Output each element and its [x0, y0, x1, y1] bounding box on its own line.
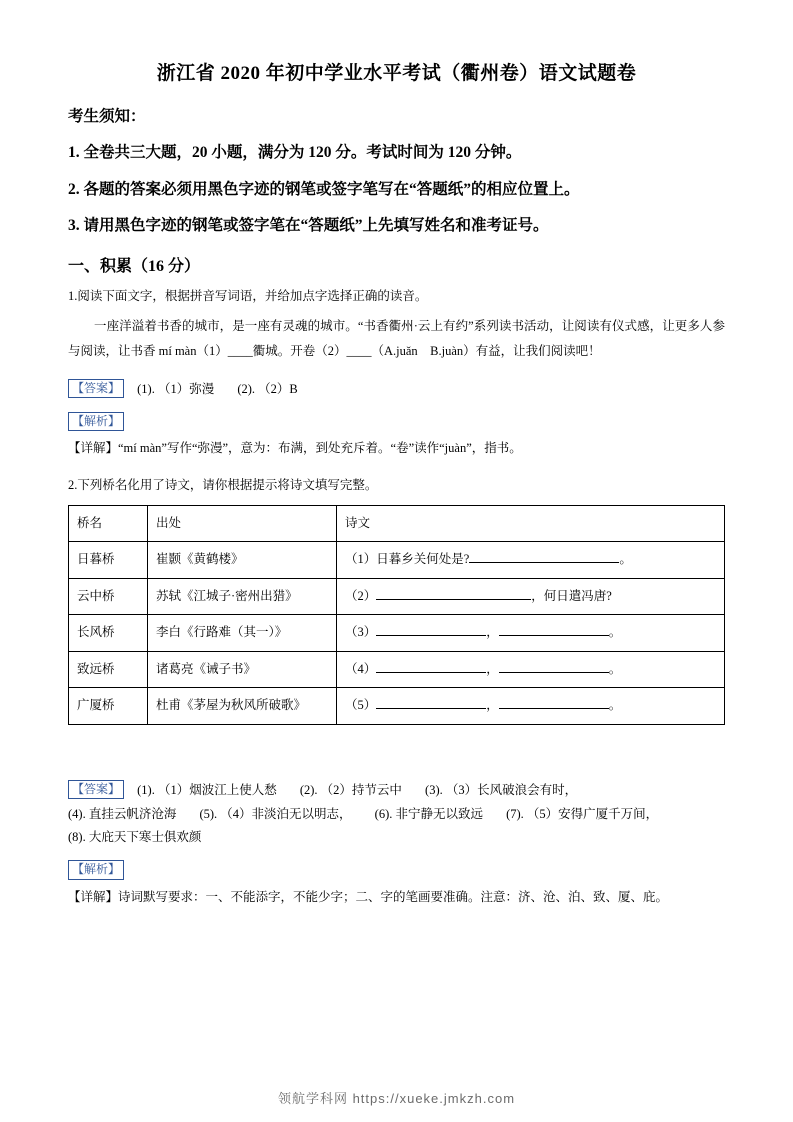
poem-table [68, 505, 725, 725]
answer-body [137, 382, 318, 396]
table-row [69, 615, 725, 652]
answer-item: (7). （5）安得广厦千万间， [506, 806, 659, 821]
question-2-answer [68, 779, 725, 850]
bridge-name: 云中桥 [69, 578, 148, 615]
question-1-stem: 1.阅读下面文字，根据拼音写词语，并给加点字选择正确的读音。 [68, 289, 428, 303]
poem-suffix: 。 [608, 698, 622, 713]
bridge-name: 日暮桥 [69, 542, 148, 579]
poem-prefix: （1）日暮乡关何处是? [345, 552, 470, 567]
notice-heading: 考生须知： [68, 108, 146, 125]
question-1-analysis [68, 412, 725, 431]
table-row [69, 651, 725, 688]
poem-cell: （4） ， 。 [337, 651, 725, 688]
fill-blank [499, 635, 609, 636]
poem-suffix: 。 [608, 661, 622, 676]
question-1-detail: 【详解】“mí màn”写作“弥漫”，意为：布满，到处充斥着。“卷”读作“juàn”，指书。 [68, 441, 522, 456]
poem-suffix: ，何日遣冯唐? [531, 588, 612, 603]
table-row [69, 688, 725, 725]
bridge-name: 长风桥 [69, 615, 148, 652]
table-row [69, 542, 725, 579]
notice-item-3: 3. 请用黑色字迹的钢笔或签字笔在“答题纸”上先填写姓名和准考证号。 [68, 216, 549, 234]
page-title: 浙江省 2020 年初中学业水平考试（衢州卷）语文试题卷 [156, 63, 637, 84]
spacer [68, 725, 725, 765]
table-header-cell: 出处 [148, 505, 337, 542]
answer-item: (1). （1）弥漫 [137, 382, 215, 396]
table-header-row [69, 505, 725, 542]
bridge-source: 诸葛亮《诫子书》 [148, 651, 337, 688]
answer-item: (6). 非宁静无以致远 [374, 806, 483, 821]
analysis-tag: 【解析】 [68, 860, 124, 879]
poem-suffix: 。 [608, 625, 622, 640]
table-header-cell: 诗文 [337, 505, 725, 542]
answer-item: (1). （1）烟波江上使人愁 [137, 782, 277, 797]
poem-prefix: （3） [345, 625, 377, 640]
answer-item: (3). （3）长风破浪会有时， [425, 782, 578, 797]
poem-prefix: （4） [345, 661, 377, 676]
fill-blank [376, 599, 531, 600]
fill-blank [376, 708, 486, 709]
question-1-answer [68, 378, 725, 402]
table-row [69, 578, 725, 615]
bridge-source: 苏轼《江城子·密州出猎》 [148, 578, 337, 615]
notice-item-2: 2. 各题的答案必须用黑色字迹的钢笔或签字笔写在“答题纸”的相应位置上。 [68, 180, 580, 198]
answer-item: (8). 大庇天下寒士俱欢颜 [68, 830, 202, 845]
answer-item: (2). （2）B [237, 382, 298, 396]
bridge-name: 广厦桥 [69, 688, 148, 725]
footer-watermark: 领航学科网 https://xueke.jmkzh.com [277, 1091, 516, 1106]
analysis-tag: 【解析】 [68, 412, 124, 431]
poem-cell [337, 578, 725, 615]
fill-blank [499, 672, 609, 673]
poem-suffix: 。 [619, 552, 632, 567]
answer-item: (2). （2）持节云中 [299, 782, 402, 797]
fill-blank [469, 562, 619, 563]
poem-cell [337, 542, 725, 579]
answer-item: (5). （4）非淡泊无以明志， [199, 806, 352, 821]
poem-cell: （5） ， 。 [337, 688, 725, 725]
answer-tag: 【答案】 [68, 780, 124, 799]
bridge-source: 杜甫《茅屋为秋风所破歌》 [148, 688, 337, 725]
question-2-stem: 2.下列桥名化用了诗文，请你根据提示将诗文填写完整。 [68, 477, 378, 492]
section-one-title: 一、积累（16 分） [68, 258, 201, 275]
answer-item: (4). 直挂云帆济沧海 [68, 806, 177, 821]
bridge-name: 致远桥 [69, 651, 148, 688]
bridge-source: 崔颢《黄鹤楼》 [148, 542, 337, 579]
question-1-passage: 一座洋溢着书香的城市，是一座有灵魂的城市。“书香衢州·云上有约”系列读书活动，让阅读有仪式感，让更多人参与阅读，让书香 mí màn（1）____衢城。开卷（2）____（A.juǎn B.juàn）有益，让我们阅读吧！ [68, 319, 725, 358]
fill-blank [499, 708, 609, 709]
question-2-detail: 【详解】诗词默写要求：一、不能添字，不能少字；二、字的笔画要准确。注意：济、沧、泊、致、厦、庇。 [68, 889, 669, 904]
fill-blank [376, 635, 486, 636]
answer-body [68, 783, 678, 845]
answer-tag: 【答案】 [68, 379, 124, 398]
poem-prefix: （2） [345, 588, 377, 603]
fill-blank [376, 672, 486, 673]
notice-item-1: 1. 全卷共三大题，20 小题，满分为 120 分。考试时间为 120 分钟。 [68, 144, 522, 162]
poem-prefix: （5） [345, 698, 377, 713]
bridge-source: 李白《行路难（其一）》 [148, 615, 337, 652]
table-header-cell: 桥名 [69, 505, 148, 542]
poem-cell: （3） ， 。 [337, 615, 725, 652]
question-2-analysis [68, 860, 725, 879]
